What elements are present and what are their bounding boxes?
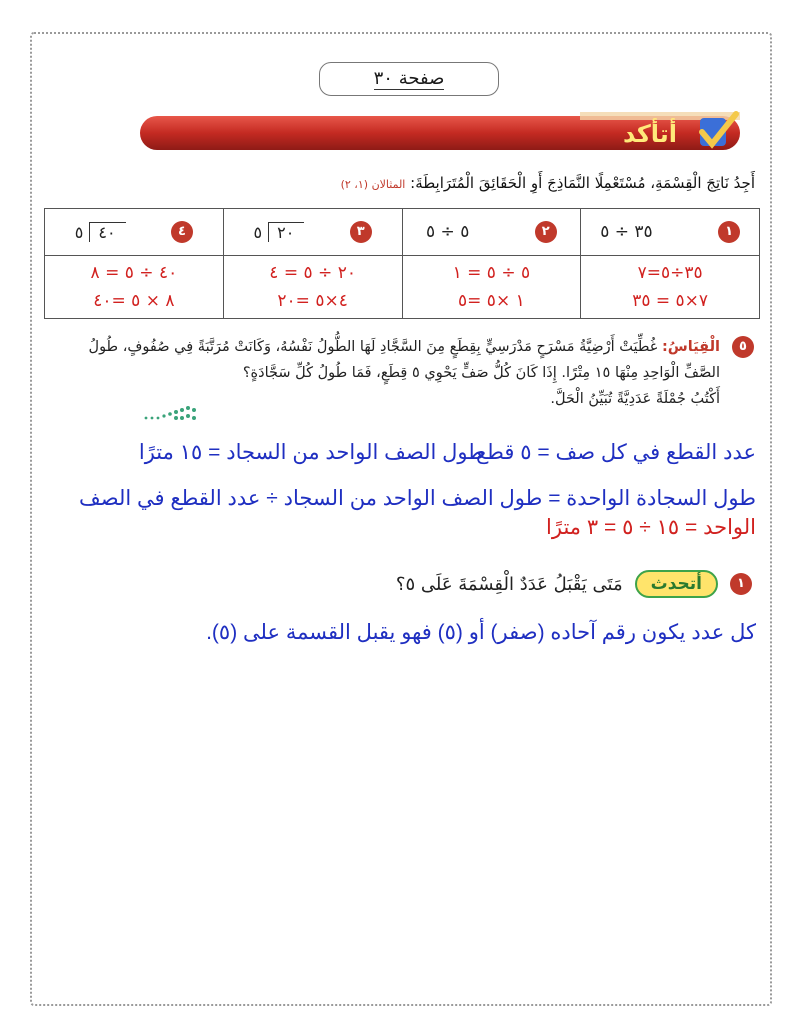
atakad-banner (140, 110, 740, 154)
page-label (319, 62, 499, 96)
instruction (341, 174, 755, 192)
problem-keyword: الْقِيَاسُ: (661, 339, 720, 355)
answer5-line2: طول السجادة الواحدة = طول الصف الواحد من السجاد ÷ عدد القطع في الصف (79, 487, 756, 510)
exercise-2 (402, 209, 581, 256)
long-division (75, 222, 126, 242)
answer-1 (581, 256, 760, 319)
question-row (45, 209, 760, 256)
dividend: ٢٠ (268, 222, 304, 242)
talk-bubble-label: أتحدث (635, 570, 718, 598)
answer-line: ٥ ÷ ٥ = ١ (452, 263, 531, 283)
exercise-4 (45, 209, 224, 256)
exercise-number: ٢ (535, 221, 557, 243)
answer5-line1b: عدد القطع في كل صف = ٥ قطع (475, 441, 756, 464)
answer-line: ٨ × ٥ =٤٠ (93, 291, 175, 311)
problem-text: غُطِّيَتْ أَرْضِيَّةُ مَسْرَحٍ مَدْرَسِيٍّ بِقِطَعٍ مِنَ السَّجَّادِ لَهَا الطُّولُ نَفْسُهُ، وَكَانَتْ مُرَتَّبَةً فِي صُفُوفٍ، طُولُ الصَّفِّ الْوَاحِدِ مِنْهَا ١٥ مِتْرًا. إِذَا كَانَ كُلُّ صَفٍّ يَحْوِي ٥ قِطَعٍ، فَمَا طُولُ كُلِّ سَجَّادَةٍ؟ (88, 339, 720, 381)
answer-line: ٣٥÷٥=٧ (637, 263, 703, 283)
answer-line: ٤٠ ÷ ٥ = ٨ (90, 263, 178, 283)
talk-question: مَتَى يَقْبَلُ عَدَدٌ الْقِسْمَةَ عَلَى ٥؟ (395, 573, 623, 595)
exercise-number: ٤ (171, 221, 193, 243)
instruction-ref: المثالان (١، ٢) (340, 178, 406, 191)
divisor: ٥ (74, 223, 84, 242)
answer-2 (402, 256, 581, 319)
answer-row (45, 256, 760, 319)
answer-3 (223, 256, 402, 319)
talk-answer: كل عدد يكون رقم آحاده (صفر) أو (٥) فهو يقبل القسمة على (٥). (206, 621, 756, 644)
exercise-table (44, 208, 760, 319)
question-text: ٥ ÷ ٥ (426, 222, 470, 242)
problem-subtext: أَكْتُبُ جُمْلَةً عَدَدِيَّةً تُبَيِّنُ الْحَلَّ. (550, 391, 720, 407)
talk-section (396, 564, 752, 604)
instruction-text: أَجِدُ نَاتِجَ الْقِسْمَةِ، مُسْتَعْمِلًا النَّمَاذِجَ أَوِ الْحَقَائِقَ الْمُتَرَابِطَةَ: (410, 174, 755, 192)
problem-5 (70, 334, 750, 412)
dividend: ٤٠ (89, 222, 125, 242)
exercise-3 (223, 209, 402, 256)
answer-line: ٢٠ ÷ ٥ = ٤ (269, 263, 356, 283)
talk-number: ١ (730, 573, 752, 595)
answer-4 (45, 256, 224, 319)
problem-number: ٥ (732, 336, 754, 358)
page-label-text: صفحة ٣٠ (373, 68, 445, 89)
answer5-line3: الواحد = ١٥ ÷ ٥ = ٣ مترًا (546, 516, 756, 539)
exercise-1 (581, 209, 760, 256)
exercise-number: ٣ (350, 221, 372, 243)
answer-line: ٤×٥ =٢٠ (277, 291, 348, 311)
answer-line: ١ ×٥ =٥ (458, 291, 525, 311)
divisor: ٥ (253, 223, 263, 242)
qr-dots-icon (142, 404, 202, 424)
answer-line: ٧×٥ = ٣٥ (632, 291, 709, 311)
banner-title: أتأكد (622, 120, 678, 148)
exercise-number: ١ (718, 221, 740, 243)
answer5-line1a: طول الصف الواحد من السجاد = ١٥ مترًا (138, 441, 485, 464)
long-division (254, 222, 305, 242)
question-text: ٣٥ ÷ ٥ (600, 222, 653, 242)
